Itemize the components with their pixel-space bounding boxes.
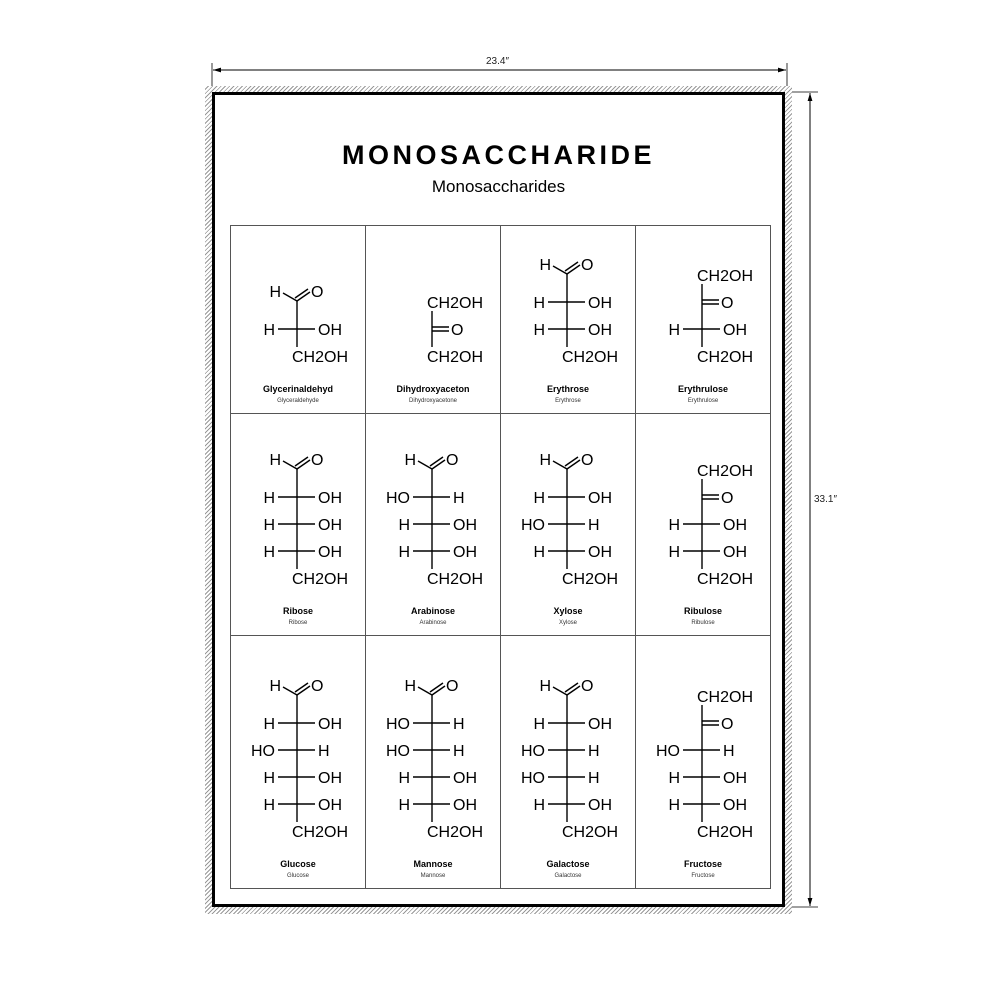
left-substituent: H [533, 490, 545, 507]
bond-line [283, 687, 297, 695]
right-substituent: OH [453, 797, 477, 814]
bond-line [295, 683, 308, 692]
right-substituent: H [588, 770, 600, 787]
carbonyl-oxygen: O [446, 678, 459, 695]
molecule-english-name: Ribulose [691, 620, 715, 626]
molecule-card [230, 225, 366, 414]
left-substituent: H [533, 797, 545, 814]
fischer-projection [366, 414, 501, 636]
molecule-card [635, 413, 771, 636]
molecule-name: Mannose [413, 859, 453, 869]
bond-line [430, 683, 443, 692]
bond-line [297, 460, 310, 469]
right-substituent: OH [588, 544, 612, 561]
bond-line [295, 289, 308, 298]
right-substituent: H [453, 743, 465, 760]
left-substituent: HO [521, 517, 545, 534]
right-substituent: OH [318, 490, 342, 507]
bond-line [283, 293, 297, 301]
fischer-projection [231, 414, 366, 636]
carbonyl-oxygen: O [311, 452, 324, 469]
molecule-card [230, 413, 366, 636]
carbonyl-oxygen: O [581, 678, 594, 695]
left-substituent: HO [386, 743, 410, 760]
molecule-name: Ribulose [683, 606, 722, 616]
right-substituent: OH [318, 322, 342, 339]
bond-line [418, 687, 432, 695]
right-substituent: OH [453, 770, 477, 787]
left-substituent: H [533, 544, 545, 561]
molecule-card [365, 413, 501, 636]
right-substituent: H [318, 743, 330, 760]
right-substituent: OH [588, 490, 612, 507]
molecule-name: Arabinose [410, 606, 455, 616]
molecule-name: Galactose [546, 859, 590, 869]
aldehyde-hydrogen: H [539, 678, 551, 695]
bottom-group: CH2OH [292, 824, 349, 841]
right-substituent: OH [723, 797, 747, 814]
fischer-projection [501, 636, 636, 889]
molecule-english-name: Galactose [554, 873, 582, 879]
bottom-group: CH2OH [562, 349, 619, 366]
left-substituent: H [398, 517, 410, 534]
carbonyl-oxygen: O [721, 716, 734, 733]
left-substituent: HO [521, 743, 545, 760]
left-substituent: H [263, 490, 275, 507]
left-substituent: H [263, 770, 275, 787]
molecule-card [635, 635, 771, 889]
bond-line [297, 686, 310, 695]
aldehyde-hydrogen: H [404, 678, 416, 695]
molecule-card [500, 635, 636, 889]
right-substituent: OH [723, 544, 747, 561]
molecule-name: Xylose [553, 606, 583, 616]
bottom-group: CH2OH [427, 571, 484, 588]
left-substituent: H [263, 517, 275, 534]
left-substituent: HO [386, 490, 410, 507]
right-substituent: OH [588, 716, 612, 733]
bond-line [565, 683, 578, 692]
bond-line [565, 262, 578, 271]
carbonyl-oxygen: O [581, 257, 594, 274]
width-dimension-label: 23.4″ [486, 56, 510, 67]
right-substituent: OH [453, 517, 477, 534]
molecule-name: Erythrulose [677, 384, 728, 394]
right-substituent: OH [318, 797, 342, 814]
carbonyl-oxygen: O [311, 678, 324, 695]
left-substituent: H [263, 797, 275, 814]
right-substituent: OH [318, 517, 342, 534]
right-substituent: OH [588, 797, 612, 814]
fischer-projection [231, 636, 366, 889]
right-substituent: H [588, 517, 600, 534]
left-substituent: H [668, 797, 680, 814]
left-substituent: HO [521, 770, 545, 787]
right-substituent: H [453, 490, 465, 507]
left-substituent: H [398, 544, 410, 561]
bond-line [565, 457, 578, 466]
right-substituent: OH [723, 322, 747, 339]
molecule-name: Ribose [282, 606, 313, 616]
bottom-group: CH2OH [427, 824, 484, 841]
carbonyl-oxygen: O [446, 452, 459, 469]
molecule-english-name: Glyceraldehyde [277, 398, 319, 404]
left-substituent: H [398, 770, 410, 787]
carbonyl-oxygen: O [451, 322, 464, 339]
right-substituent: OH [588, 322, 612, 339]
molecule-english-name: Mannose [420, 873, 446, 879]
molecule-name: Glycerinaldehyd [262, 384, 334, 394]
top-group: CH2OH [697, 268, 754, 285]
aldehyde-hydrogen: H [404, 452, 416, 469]
right-substituent: H [453, 716, 465, 733]
bottom-group: CH2OH [697, 349, 754, 366]
right-substituent: OH [588, 295, 612, 312]
poster-subtitle: Monosaccharides [431, 177, 566, 196]
right-substituent: OH [723, 517, 747, 534]
left-substituent: H [668, 544, 680, 561]
carbonyl-oxygen: O [581, 452, 594, 469]
left-substituent: H [668, 322, 680, 339]
aldehyde-hydrogen: H [269, 284, 281, 301]
molecule-english-name: Xylose [558, 620, 577, 626]
right-substituent: OH [318, 770, 342, 787]
left-substituent: HO [251, 743, 275, 760]
molecule-card [500, 225, 636, 414]
molecule-card [365, 225, 501, 414]
bond-line [567, 265, 580, 274]
molecule-english-name: Ribose [288, 620, 308, 626]
left-substituent: HO [386, 716, 410, 733]
molecule-card [500, 413, 636, 636]
left-substituent: H [263, 322, 275, 339]
top-group: CH2OH [697, 463, 754, 480]
bond-line [430, 457, 443, 466]
bond-line [553, 687, 567, 695]
bond-line [418, 461, 432, 469]
bond-line [297, 292, 310, 301]
bond-line [553, 461, 567, 469]
molecule-name: Erythrose [546, 384, 590, 394]
bond-line [432, 686, 445, 695]
right-substituent: OH [453, 544, 477, 561]
left-substituent: H [668, 517, 680, 534]
height-dimension-label: 33.1″ [814, 494, 838, 505]
bottom-group: CH2OH [697, 571, 754, 588]
bottom-group: CH2OH [697, 824, 754, 841]
molecule-english-name: Dihydroxyacetone [408, 398, 458, 404]
bottom-group: CH2OH [427, 349, 484, 366]
right-substituent: H [723, 743, 735, 760]
molecule-card [230, 635, 366, 889]
bond-line [283, 461, 297, 469]
molecule-card [635, 225, 771, 414]
right-substituent: H [588, 743, 600, 760]
molecule-english-name: Fructose [691, 873, 715, 879]
right-substituent: OH [318, 544, 342, 561]
molecule-name: Glucose [280, 859, 316, 869]
right-substituent: OH [723, 770, 747, 787]
fischer-projection [636, 414, 771, 636]
carbonyl-oxygen: O [311, 284, 324, 301]
bottom-group: CH2OH [292, 571, 349, 588]
fischer-projection [636, 636, 771, 889]
molecule-name: Dihydroxyaceton [396, 384, 470, 394]
molecule-english-name: Erythrulose [687, 398, 719, 404]
aldehyde-hydrogen: H [539, 257, 551, 274]
bond-line [567, 686, 580, 695]
carbonyl-oxygen: O [721, 295, 734, 312]
top-group: CH2OH [427, 295, 484, 312]
bond-line [567, 460, 580, 469]
left-substituent: H [263, 716, 275, 733]
bond-line [295, 457, 308, 466]
bottom-group: CH2OH [562, 571, 619, 588]
left-substituent: H [533, 295, 545, 312]
aldehyde-hydrogen: H [269, 678, 281, 695]
bottom-group: CH2OH [292, 349, 349, 366]
molecule-english-name: Arabinose [419, 620, 447, 626]
carbonyl-oxygen: O [721, 490, 734, 507]
left-substituent: H [533, 716, 545, 733]
top-group: CH2OH [697, 689, 754, 706]
left-substituent: H [263, 544, 275, 561]
left-substituent: H [668, 770, 680, 787]
left-substituent: H [533, 322, 545, 339]
bond-line [553, 266, 567, 274]
bottom-group: CH2OH [562, 824, 619, 841]
aldehyde-hydrogen: H [269, 452, 281, 469]
fischer-projection [501, 414, 636, 636]
left-substituent: H [398, 797, 410, 814]
molecule-card [365, 635, 501, 889]
poster-title: MONOSACCHARIDE [341, 140, 655, 170]
molecule-english-name: Glucose [286, 873, 309, 879]
aldehyde-hydrogen: H [539, 452, 551, 469]
left-substituent: HO [656, 743, 680, 760]
molecule-english-name: Erythrose [555, 398, 581, 404]
bond-line [432, 460, 445, 469]
fischer-projection [366, 636, 501, 889]
right-substituent: OH [318, 716, 342, 733]
molecule-name: Fructose [683, 859, 722, 869]
